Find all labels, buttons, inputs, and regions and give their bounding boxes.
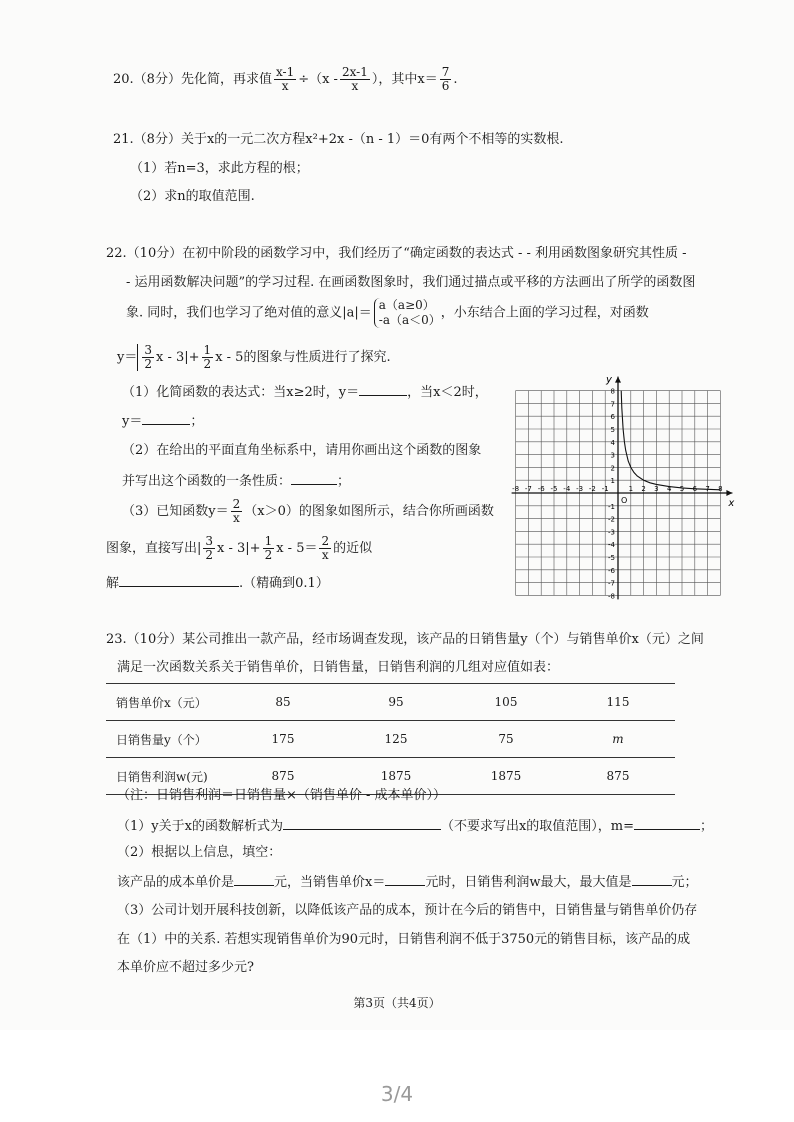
- question-23-part-2b: [117, 873, 698, 891]
- y-tick-label: 2: [610, 464, 615, 473]
- q22-s2c: ；: [337, 474, 351, 489]
- y-tick-label: 1: [610, 477, 615, 486]
- question-22-sub-3: [122, 498, 494, 525]
- question-23-line-2: 满足一次函数关系关于销售单价，日销售量，日销售利润的几组对应值如表：: [117, 660, 560, 675]
- question-23-part-3c: 本单价应不超过多少元?: [117, 960, 254, 975]
- answer-blank-1[interactable]: [359, 383, 407, 396]
- question-21: 21.（8分）关于x的一元二次方程x²+2x -（n - 1）＝0有两个不相等的实数根.: [113, 132, 564, 147]
- y-tick-label: -7: [608, 579, 615, 588]
- table-cell: 875: [561, 758, 675, 795]
- table-cell: 1875: [451, 758, 561, 795]
- q20-f2-den: x: [351, 79, 359, 93]
- q22-case-2: -a（a＜0）: [378, 313, 441, 327]
- y-axis-arrow: [615, 377, 621, 383]
- q20-f3-den: 6: [441, 79, 450, 93]
- q22-s1c: y＝: [122, 414, 143, 429]
- answer-blank-8[interactable]: [385, 873, 425, 886]
- row-header: 日销售利润w(元): [106, 758, 225, 795]
- x-tick-label: -4: [563, 485, 571, 493]
- origin-label: O: [621, 496, 628, 505]
- y-tick-label: -8: [608, 592, 615, 600]
- y-tick-label: -6: [608, 566, 615, 575]
- q22-abs-open: [137, 344, 156, 371]
- x-tick-label: 4: [666, 485, 672, 493]
- q22-line3-tail: ，小东结合上面的学习过程，对函数: [440, 305, 649, 321]
- q23-p1b: （不要求写出x的取值范围），m=: [440, 819, 635, 834]
- q22-g1d: 2: [205, 548, 214, 562]
- y-tick-label: 6: [610, 413, 615, 422]
- x-tick-label: -6: [537, 485, 545, 493]
- y-tick-label: -3: [608, 528, 615, 537]
- q22-s3c: 图象，直接写出|: [106, 541, 202, 556]
- x-tick-label: 6: [692, 485, 698, 493]
- q22-s3g: 解: [106, 576, 120, 591]
- question-23-note: （注：日销售利润＝日销售量×（销售单价 - 成本单价））: [117, 788, 447, 803]
- q22-s3-frac-3: [319, 535, 331, 562]
- q22-s3f: 的近似: [333, 541, 373, 556]
- x-axis-label: x: [728, 498, 735, 509]
- x-tick-label: 7: [705, 485, 710, 493]
- y-tick-label: 8: [610, 387, 615, 396]
- q22-mid: x - 3|+: [156, 350, 200, 365]
- question-23-part-2: （2）根据以上信息，填空：: [117, 845, 282, 860]
- question-22-sub-2b: [122, 472, 350, 490]
- row-header: 日销售量y（个）: [106, 721, 225, 758]
- data-table: [106, 683, 675, 795]
- x-tick-label: -7: [524, 485, 532, 493]
- q22-s3h: .（精确到0.1）: [239, 576, 329, 591]
- x-tick-label: 1: [628, 485, 634, 493]
- coordinate-grid: [500, 350, 740, 600]
- question-21-part-1: （1）若n=3，求此方程的根；: [130, 161, 309, 176]
- q22-frac-1-2: [202, 344, 214, 371]
- x-tick-label: 2: [641, 485, 646, 493]
- q22-g2n: 1: [264, 534, 273, 548]
- q20-f1-den: x: [281, 79, 289, 93]
- table-row: [106, 684, 675, 721]
- q22-s1b: ，当x＜2时，: [407, 385, 488, 400]
- q22-g3n: 2: [321, 534, 330, 548]
- question-22-line-1: 22.（10分）在初中阶段的函数学习中，我们经历了“确定函数的表达式 - - 利用函数图象研究其性质 -: [106, 246, 687, 261]
- question-23-part-1: [117, 817, 713, 835]
- q20-f3-num: 7: [441, 65, 450, 79]
- question-23-line-1: 23.（10分）某公司推出一款产品，经市场调查发现，该产品的日销售量y（个）与销售单价x（元）之间: [106, 632, 704, 647]
- q22-g3d: x: [321, 548, 329, 562]
- curve-y-2-over-x: [621, 391, 720, 490]
- q22-f2d: 2: [203, 357, 212, 371]
- x-tick-label: -5: [550, 485, 558, 493]
- q22-s3-frac-1: [203, 535, 215, 562]
- row-header: 销售单价x（元）: [106, 684, 225, 721]
- question-23-part-3b: 在（1）中的关系. 若想实现销售单价为90元时，日销售利润不低于3750元的销售目标，该产品的成: [117, 932, 691, 947]
- q22-f2n: 1: [203, 343, 212, 357]
- y-tick-label: -4: [608, 541, 615, 550]
- table-cell: m: [561, 721, 675, 758]
- q22-s3e: x - 5＝: [276, 541, 318, 556]
- y-tick-label: 4: [610, 438, 615, 447]
- table-cell: 115: [561, 684, 675, 721]
- q23-p2b-d: 元；: [671, 875, 698, 890]
- question-22-sub-3c: [106, 574, 329, 592]
- q22-frac-2-x: [231, 498, 243, 525]
- x-tick-label: 8: [718, 485, 723, 493]
- question-22-sub-2: （2）在给出的平面直角坐标系中，请用你画出这个函数的图象: [122, 443, 482, 458]
- q22-s1d: ；: [190, 414, 204, 429]
- q22-s3b: （x＞0）的图象如图所示，结合你所画函数: [244, 504, 494, 519]
- answer-blank-9[interactable]: [632, 873, 672, 886]
- q20-fraction-2: [340, 66, 370, 93]
- q22-s2b: 并写出这个函数的一条性质：: [122, 474, 292, 489]
- q23-p1a: （1）y关于x的函数解析式为: [117, 819, 283, 834]
- q22-s1a: （1）化简函数的表达式：当x≥2时，y＝: [122, 385, 360, 400]
- q22-g2d: 2: [264, 548, 273, 562]
- q20-tail: .: [453, 72, 458, 87]
- question-20: [113, 66, 457, 93]
- x-tick-label: 5: [679, 485, 685, 493]
- question-22-line-3: [126, 298, 649, 328]
- page-indicator: 3/4: [380, 1082, 414, 1106]
- q22-f1d: 2: [144, 357, 152, 371]
- table-row: [106, 721, 675, 758]
- y-tick-label: 3: [610, 451, 615, 460]
- table-cell: 95: [341, 684, 451, 721]
- y-tick-label: -1: [608, 502, 615, 511]
- table-cell: 85: [225, 684, 341, 721]
- q20-fraction-1: [274, 66, 296, 93]
- q22-s3d: x - 3|+: [217, 541, 261, 556]
- y-tick-label: -5: [608, 554, 615, 562]
- question-22-sub-3b: [106, 535, 372, 562]
- table-cell: 105: [451, 684, 561, 721]
- x-tick-label: -3: [576, 485, 584, 493]
- q22-s3fd: x: [233, 511, 240, 525]
- x-tick-label: -1: [601, 485, 609, 493]
- q20-mid: ），其中: [371, 72, 418, 87]
- q22-s3-frac-2: [263, 535, 275, 562]
- x-axis-arrow: [726, 490, 732, 496]
- question-22-sub-1b: [122, 412, 203, 430]
- q22-s3fn: 2: [232, 497, 241, 511]
- q20-f1-num: x-1: [275, 65, 295, 79]
- q20-xeq: x＝: [417, 72, 438, 87]
- question-22-line-2: - 运用函数解决问题”的学习过程. 在画函数图象时，我们通过描点或平移的方法画出了所学的函数图: [126, 275, 696, 290]
- q23-p2b-b: 元，当销售单价x＝: [274, 875, 386, 890]
- q22-l4-tail: x - 5的图象与性质进行了探究.: [215, 350, 391, 365]
- q20-f2-num: 2x-1: [341, 65, 368, 79]
- q20-div: ÷（x -: [298, 72, 338, 87]
- x-tick-label: 3: [654, 485, 659, 493]
- q20-lead: 20.（8分）先化简，再求值: [113, 72, 272, 87]
- answer-blank-3[interactable]: [291, 472, 337, 485]
- q22-frac-3-2: [142, 344, 154, 371]
- q20-fraction-3: [440, 66, 452, 93]
- table-cell: 75: [451, 721, 561, 758]
- x-tick-label: -2: [588, 485, 596, 493]
- question-21-part-2: （2）求n的取值范围.: [130, 189, 255, 204]
- question-22-sub-1: [122, 383, 488, 401]
- answer-blank-7[interactable]: [234, 873, 274, 886]
- q22-piecewise: [374, 298, 441, 328]
- answer-blank-5[interactable]: [283, 817, 441, 830]
- q23-p2b-a: 该产品的成本单价是: [117, 875, 235, 890]
- q22-f1n: 3: [144, 343, 152, 357]
- table-cell: 125: [341, 721, 451, 758]
- y-tick-label: -2: [608, 515, 615, 524]
- q22-g1n: 3: [205, 534, 214, 548]
- y-tick-label: 7: [610, 400, 615, 409]
- table-cell: 875: [225, 758, 341, 795]
- q23-p1c: ；: [700, 819, 714, 834]
- y-tick-label: 5: [610, 426, 615, 434]
- x-tick-label: -8: [512, 485, 520, 493]
- page-footer: 第3页（共4页）: [353, 996, 441, 1010]
- question-22-function: [117, 344, 391, 371]
- q22-s3a: （3）已知函数y＝: [122, 504, 229, 519]
- answer-blank-4[interactable]: [119, 574, 239, 587]
- table-cell: 1875: [341, 758, 451, 795]
- q22-abs-intro: 象. 同时，我们也学习了绝对值的意义|a|＝: [126, 305, 372, 321]
- q22-y: y＝: [117, 350, 138, 365]
- table-cell: 175: [225, 721, 341, 758]
- question-23-part-3: （3）公司计划开展科技创新，以降低该产品的成本，预计在今后的销售中，日销售量与销售单价仍存: [117, 903, 698, 918]
- answer-blank-2[interactable]: [142, 412, 190, 425]
- q22-case-1: a（a≥0）: [378, 298, 435, 312]
- y-axis-label: y: [606, 374, 612, 386]
- answer-blank-6[interactable]: [634, 817, 700, 830]
- q23-p2b-c: 元时，日销售利润w最大，最大值是: [425, 875, 632, 890]
